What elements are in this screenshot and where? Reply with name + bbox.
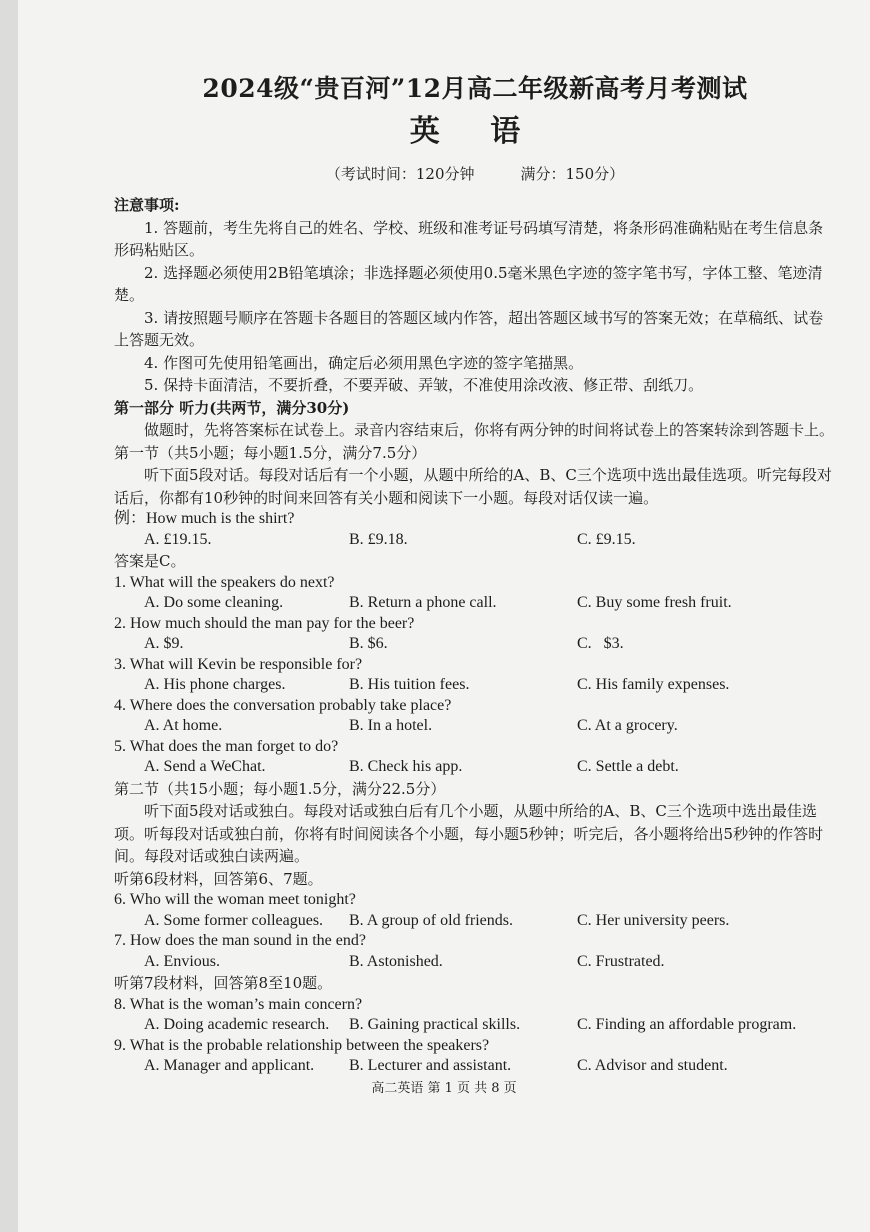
notice-section — [114, 194, 836, 509]
scan-edge — [0, 0, 18, 1232]
question-text: 5. What does the man forget to do? — [114, 737, 339, 755]
option-b: B. Check his app. — [349, 758, 463, 775]
options-row — [114, 952, 836, 973]
option-c: C. Buy some fresh fruit. — [577, 594, 732, 611]
subject-title: 英 语 — [409, 114, 541, 149]
question-text: 例：How much is the shirt? — [114, 510, 295, 527]
group-7-heading: 听第7段材料，回答第8至10题。 — [114, 974, 333, 992]
question-5 — [114, 737, 836, 778]
option-a: A. £19.15. — [144, 530, 212, 548]
option-a: A. Doing academic research. — [144, 1016, 330, 1033]
section2-header — [114, 778, 836, 891]
option-c: C. Settle a debt. — [577, 758, 679, 775]
options-row — [114, 911, 836, 932]
option-c: C. Her university peers. — [577, 911, 730, 929]
option-a: A. Send a WeChat. — [144, 758, 266, 775]
options-row — [114, 1056, 836, 1077]
option-c: C. $3. — [577, 635, 624, 652]
question-8 — [114, 995, 836, 1036]
option-c: C. Frustrated. — [577, 952, 665, 970]
page-footer: 高二英语 第 1 页 共 8 页 — [371, 1081, 517, 1096]
options-row — [114, 675, 836, 696]
section2-intro: 听下面5段对话或独白。每段对话或独白后有几个小题，从题中所给的A、B、C三个选项中选出最佳选项。听每段对话或独白前，你将有时间阅读各个小题，每小题5秒钟；听完后，各小题将给出5秒钟的作答时间。每段对话或独白读两遍。 — [114, 802, 824, 865]
section1-intro: 听下面5段对话。每段对话后有一个小题，从题中所给的A、B、C三个选项中选出最佳选项。听完每段对话后，你都有10秒钟的时间来回答有关小题和阅读下一小题。每段对话仅读一遍。 — [114, 466, 832, 507]
question-text: 6. Who will the woman meet tonight? — [114, 891, 356, 908]
notice-heading: 注意事项: — [114, 196, 180, 214]
options-row — [114, 1015, 836, 1036]
part1-heading: 第一部分 听力(共两节，满分30分) — [114, 398, 350, 417]
option-a: A. Some former colleagues. — [144, 911, 324, 929]
options-row — [114, 593, 836, 614]
notice-item-5: 5. 保持卡面清洁，不要折叠，不要弄破、弄皱，不准使用涂改液、修正带、刮纸刀。 — [144, 376, 704, 394]
question-text: 8. What is the woman’s main concern? — [114, 995, 363, 1013]
option-a: A. His phone charges. — [144, 676, 286, 693]
question-text: 9. What is the probable relationship between the speakers? — [114, 1036, 490, 1054]
options-row — [114, 530, 836, 551]
question-4 — [114, 696, 836, 737]
question-3 — [114, 655, 836, 696]
options-row — [114, 716, 836, 737]
option-b: B. $6. — [349, 635, 388, 652]
part1-intro: 做题时，先将答案标在试卷上。录音内容结束后，你将有两分钟的时间将试卷上的答案转涂到答题卡上。 — [144, 421, 835, 439]
question-7 — [114, 931, 836, 972]
notice-item-1: 1. 答题前，考生先将自己的姓名、学校、班级和准考证号码填写清楚，将条形码准确粘贴在考生信息条形码粘贴区。 — [114, 218, 824, 259]
exam-time: （考试时间：120分钟 — [325, 165, 475, 183]
option-a: A. At home. — [144, 717, 223, 734]
option-b: B. Return a phone call. — [349, 594, 497, 611]
notice-item-3: 3. 请按照题号顺序在答题卡各题目的答题区域内作答，超出答题区域书写的答案无效；在草稿纸、试卷上答题无效。 — [114, 308, 824, 349]
option-b: B. Lecturer and assistant. — [349, 1057, 512, 1074]
option-c: C. His family expenses. — [577, 676, 730, 693]
option-a: A. Manager and applicant. — [144, 1057, 315, 1074]
option-c: C. £9.15. — [577, 530, 636, 548]
option-b: B. Astonished. — [349, 952, 443, 970]
exam-page — [18, 0, 870, 1232]
option-a: A. Envious. — [144, 952, 220, 970]
section1-questions — [114, 573, 836, 778]
exam-info — [114, 164, 836, 184]
question-text: 7. How does the man sound in the end? — [114, 932, 366, 949]
page-content — [114, 72, 836, 1077]
section2-heading: 第二节（共15小题；每小题1.5分，满分22.5分） — [114, 779, 446, 798]
option-b: B. Gaining practical skills. — [349, 1016, 521, 1033]
option-c: C. Finding an affordable program. — [577, 1016, 797, 1033]
question-2 — [114, 614, 836, 655]
option-b: B. A group of old friends. — [349, 911, 513, 929]
question-text: 3. What will Kevin be responsible for? — [114, 655, 363, 673]
options-row — [114, 634, 836, 655]
question-1 — [114, 573, 836, 614]
example-question — [114, 509, 836, 573]
option-b: B. In a hotel. — [349, 717, 433, 734]
option-a: A. $9. — [144, 635, 184, 652]
question-text: 1. What will the speakers do next? — [114, 573, 335, 591]
question-9 — [114, 1036, 836, 1077]
notice-item-2: 2. 选择题必须使用2B铅笔填涂；非选择题必须使用0.5毫米黑色字迹的签字笔书写，字体工整、笔迹清楚。 — [114, 263, 823, 304]
option-a: A. Do some cleaning. — [144, 594, 284, 611]
options-row — [114, 757, 836, 778]
exam-title: 2024级“贵百河”12月高二年级新高考月考测试 — [202, 74, 748, 103]
question-text: 4. Where does the conversation probably take place? — [114, 696, 452, 714]
option-b: B. £9.18. — [349, 530, 408, 548]
option-c: C. Advisor and student. — [577, 1057, 728, 1074]
section1-heading: 第一节（共5小题；每小题1.5分，满分7.5分） — [114, 443, 427, 462]
group-6-heading: 听第6段材料，回答第6、7题。 — [114, 869, 323, 888]
option-c: C. At a grocery. — [577, 717, 678, 734]
example-answer: 答案是C。 — [114, 552, 186, 570]
question-text: 2. How much should the man pay for the beer? — [114, 614, 415, 632]
full-score: 满分：150分） — [520, 165, 625, 183]
notice-item-4: 4. 作图可先使用铅笔画出，确定后必须用黑色字迹的签字笔描黑。 — [144, 353, 584, 372]
option-b: B. His tuition fees. — [349, 676, 470, 693]
question-6 — [114, 890, 836, 931]
